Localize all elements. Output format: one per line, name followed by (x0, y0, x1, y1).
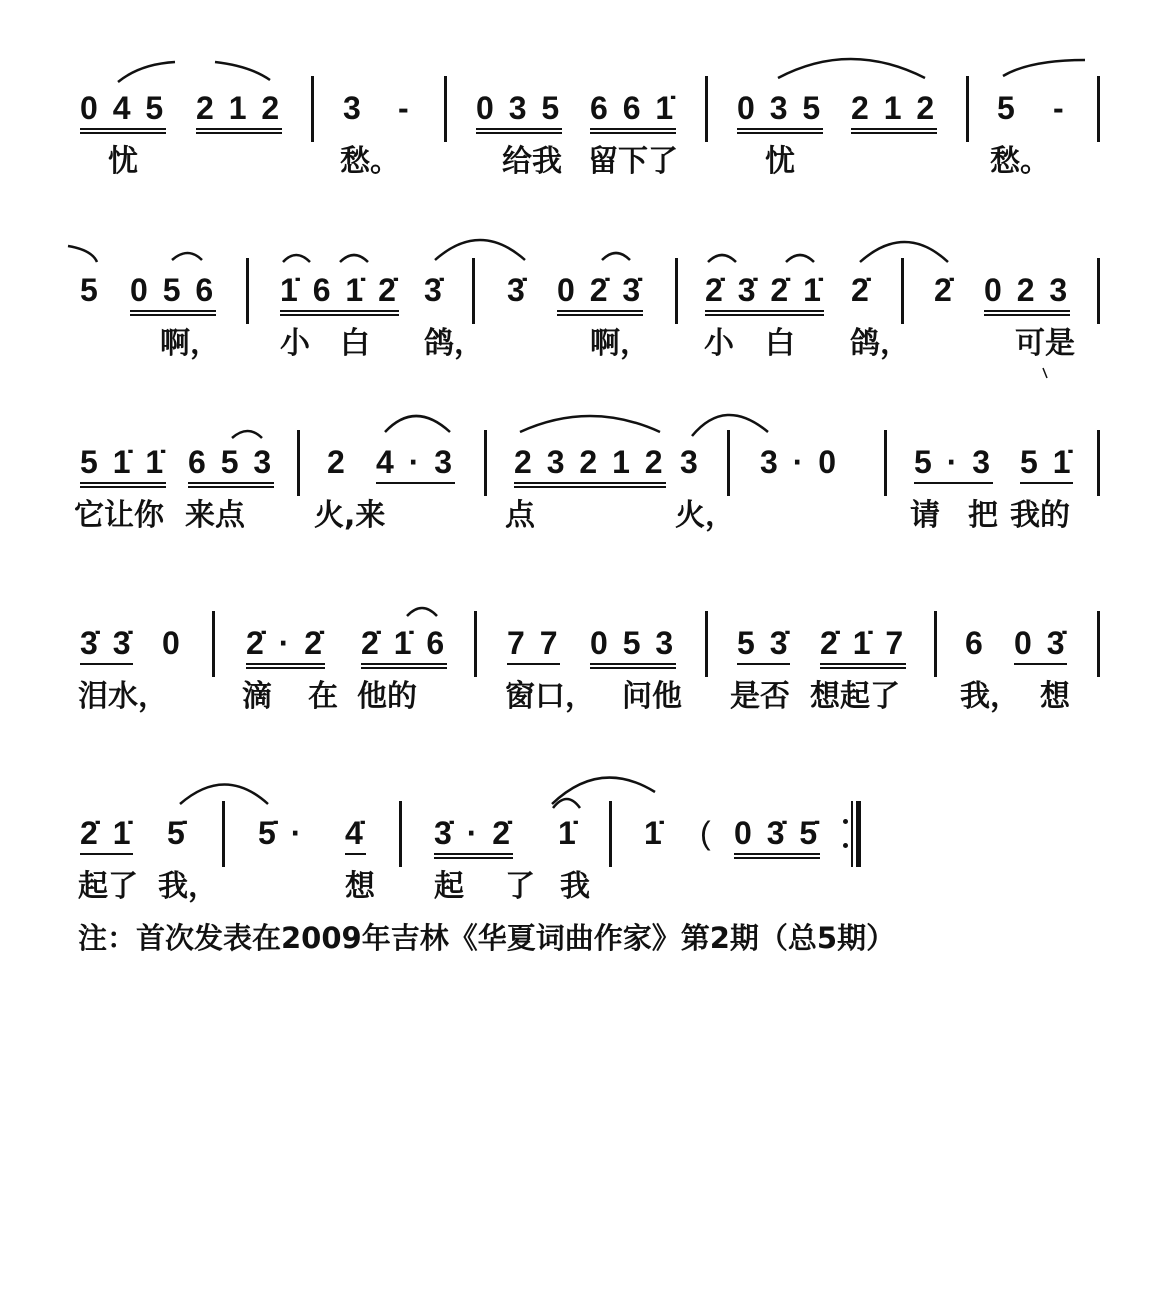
slur (435, 240, 525, 260)
note-group: 7 7 (507, 623, 560, 665)
note-group: 3 (680, 444, 701, 480)
note-group: 2̇ (934, 272, 955, 308)
note-group: 5̇ (167, 815, 188, 851)
barline (705, 611, 708, 677)
barline (1097, 76, 1100, 142)
slur (786, 255, 814, 262)
note-group: 3̇ (424, 272, 445, 308)
barline (311, 76, 314, 142)
note-group: 3 · 0 (760, 444, 840, 480)
note-group: 3̇ · 2̇ (434, 813, 513, 859)
note-group: 0 2 3 (984, 270, 1070, 316)
note-group: 5 (997, 90, 1018, 126)
lyric: 了 (505, 869, 535, 904)
barline (1097, 258, 1100, 324)
note-group: 4 · 3 (376, 442, 455, 484)
fermata (553, 799, 580, 808)
lyric: 想 (1040, 679, 1070, 714)
note-group: 2̇ 3̇ 2̇ 1̇ (705, 270, 824, 316)
lyric: 小 (280, 326, 310, 361)
barline (727, 430, 730, 496)
repeat-dot (843, 819, 848, 824)
note-group: 2 (327, 444, 348, 480)
lyric: 起 (434, 869, 464, 904)
note-group: 1̇ (558, 815, 579, 851)
note-group: - (398, 90, 412, 126)
lyric: 忧 (765, 144, 795, 179)
lyric: 在 (308, 679, 338, 714)
barline (705, 76, 708, 142)
slur (283, 255, 310, 262)
note-group: 3̇ (507, 272, 528, 308)
note-group: 2 1 2 (851, 88, 937, 134)
note-group: 6 6 1̇ (590, 88, 676, 134)
lyric: 它让你 (74, 498, 164, 533)
barline (609, 801, 612, 867)
slur (232, 431, 262, 438)
note-group: 2̇ (851, 272, 872, 308)
slur (68, 246, 97, 262)
parenthesis: ( (700, 815, 714, 851)
lyric: 起了 (78, 869, 138, 904)
barline (246, 258, 249, 324)
lyric: 火,来 (314, 498, 386, 533)
slur (407, 608, 437, 616)
lyric: 留下了 (588, 144, 678, 179)
lyric: 鸽， (850, 326, 910, 361)
lyric: 问他 (622, 679, 682, 714)
system-1 (0, 90, 1172, 228)
lyric: 窗口， (505, 679, 595, 714)
lyric: 愁。 (990, 144, 1050, 179)
note-group: 5 · 3 (914, 442, 993, 484)
barline (934, 611, 937, 677)
barline (901, 258, 904, 324)
slur (708, 255, 736, 262)
lyric: 我， (158, 869, 218, 904)
barline (1097, 611, 1100, 677)
note-group: - (1053, 90, 1067, 126)
slur (172, 253, 202, 260)
lyric: 我， (960, 679, 1020, 714)
lyric: 想 (345, 869, 375, 904)
note-group: 5̇ · (258, 815, 305, 851)
note-group: 0 (162, 625, 183, 661)
slur (520, 416, 660, 432)
lyric: 火， (675, 498, 735, 533)
barline (966, 76, 969, 142)
note-group: 3̇ 3̇ (80, 623, 133, 665)
slur (860, 242, 948, 262)
lyric: 泪水， (78, 679, 168, 714)
barline (851, 801, 853, 867)
slur (692, 415, 768, 436)
lyric: 我 (560, 869, 590, 904)
slur (1003, 60, 1085, 76)
note-group: 4̇ (345, 813, 366, 855)
note-group: 5 (80, 272, 101, 308)
note-group: 6 (965, 625, 986, 661)
note-group: 2̇ · 2̇ (246, 623, 325, 669)
note-group: 0 5 6 (130, 270, 216, 316)
lyric: 给我 (502, 144, 562, 179)
slur (215, 62, 270, 80)
lyric: 白 (340, 326, 370, 361)
lyric: 我的 (1010, 498, 1070, 533)
note-group: 2̇ 1̇ 7 (820, 623, 906, 669)
lyric: 忧 (108, 144, 138, 179)
system-2 (0, 272, 1172, 410)
lyric: 来点 (185, 498, 245, 533)
barline (222, 801, 225, 867)
lyric: 鸽， (424, 326, 484, 361)
note-group: 0 2̇ 3̇ (557, 270, 643, 316)
slur (385, 416, 450, 432)
lyric: 白 (765, 326, 795, 361)
barline (1097, 430, 1100, 496)
lyric: 啊， (160, 326, 220, 361)
lyric: 想起了 (810, 679, 900, 714)
lyric: 是否 (730, 679, 790, 714)
note-group: 2 1 2 (196, 88, 282, 134)
system-3 (0, 444, 1172, 582)
note-group: 5 3̇ (737, 623, 790, 665)
note-group: 0 4 5 (80, 88, 166, 134)
lyric: 点 (505, 498, 535, 533)
note-group: 0 5 3 (590, 623, 676, 669)
barline (484, 430, 487, 496)
note-group: 3 (343, 90, 364, 126)
barline (884, 430, 887, 496)
lyric: 滴 (242, 679, 272, 714)
barline (297, 430, 300, 496)
note-group: 5 1̇ (1020, 442, 1073, 484)
lyric: 啊， (590, 326, 650, 361)
slur (552, 778, 655, 804)
note-group: 2̇ 1̇ 6 (361, 623, 447, 669)
barline (212, 611, 215, 677)
system-4 (0, 625, 1172, 763)
barline (675, 258, 678, 324)
note-group: 0 3 5 (476, 88, 562, 134)
note-group: 5 1̇ 1̇ (80, 442, 166, 488)
note-group: 1̇ 6 1̇ 2̇ (280, 270, 399, 316)
slur (118, 62, 175, 82)
note-group: 0 3 5 (737, 88, 823, 134)
lyric: 可是 (1015, 326, 1075, 361)
repeat-dot (843, 843, 848, 848)
note-group: 0 3̇ 5̇ (734, 813, 820, 859)
note-group: 1̇ (644, 815, 665, 851)
note-group: 2̇ 1̇ (80, 813, 133, 855)
lyric: 小 (704, 326, 734, 361)
slur (602, 253, 630, 260)
final-barline (856, 801, 861, 867)
note-group: 0 3̇ (1014, 623, 1067, 665)
barline (472, 258, 475, 324)
barline (474, 611, 477, 677)
lyric: 把 (968, 498, 998, 533)
lyric: 他的 (357, 679, 417, 714)
note-group: 2 3 2 1 2 (514, 442, 666, 488)
publication-note: 注：首次发表在2009年吉林《华夏词曲作家》第2期（总5期） (78, 921, 896, 955)
slur (778, 59, 925, 78)
lyric: 请 (910, 498, 940, 533)
barline (399, 801, 402, 867)
lyric: 愁。 (340, 144, 400, 179)
barline (444, 76, 447, 142)
slur (340, 255, 368, 262)
note-group: 6 5 3 (188, 442, 274, 488)
